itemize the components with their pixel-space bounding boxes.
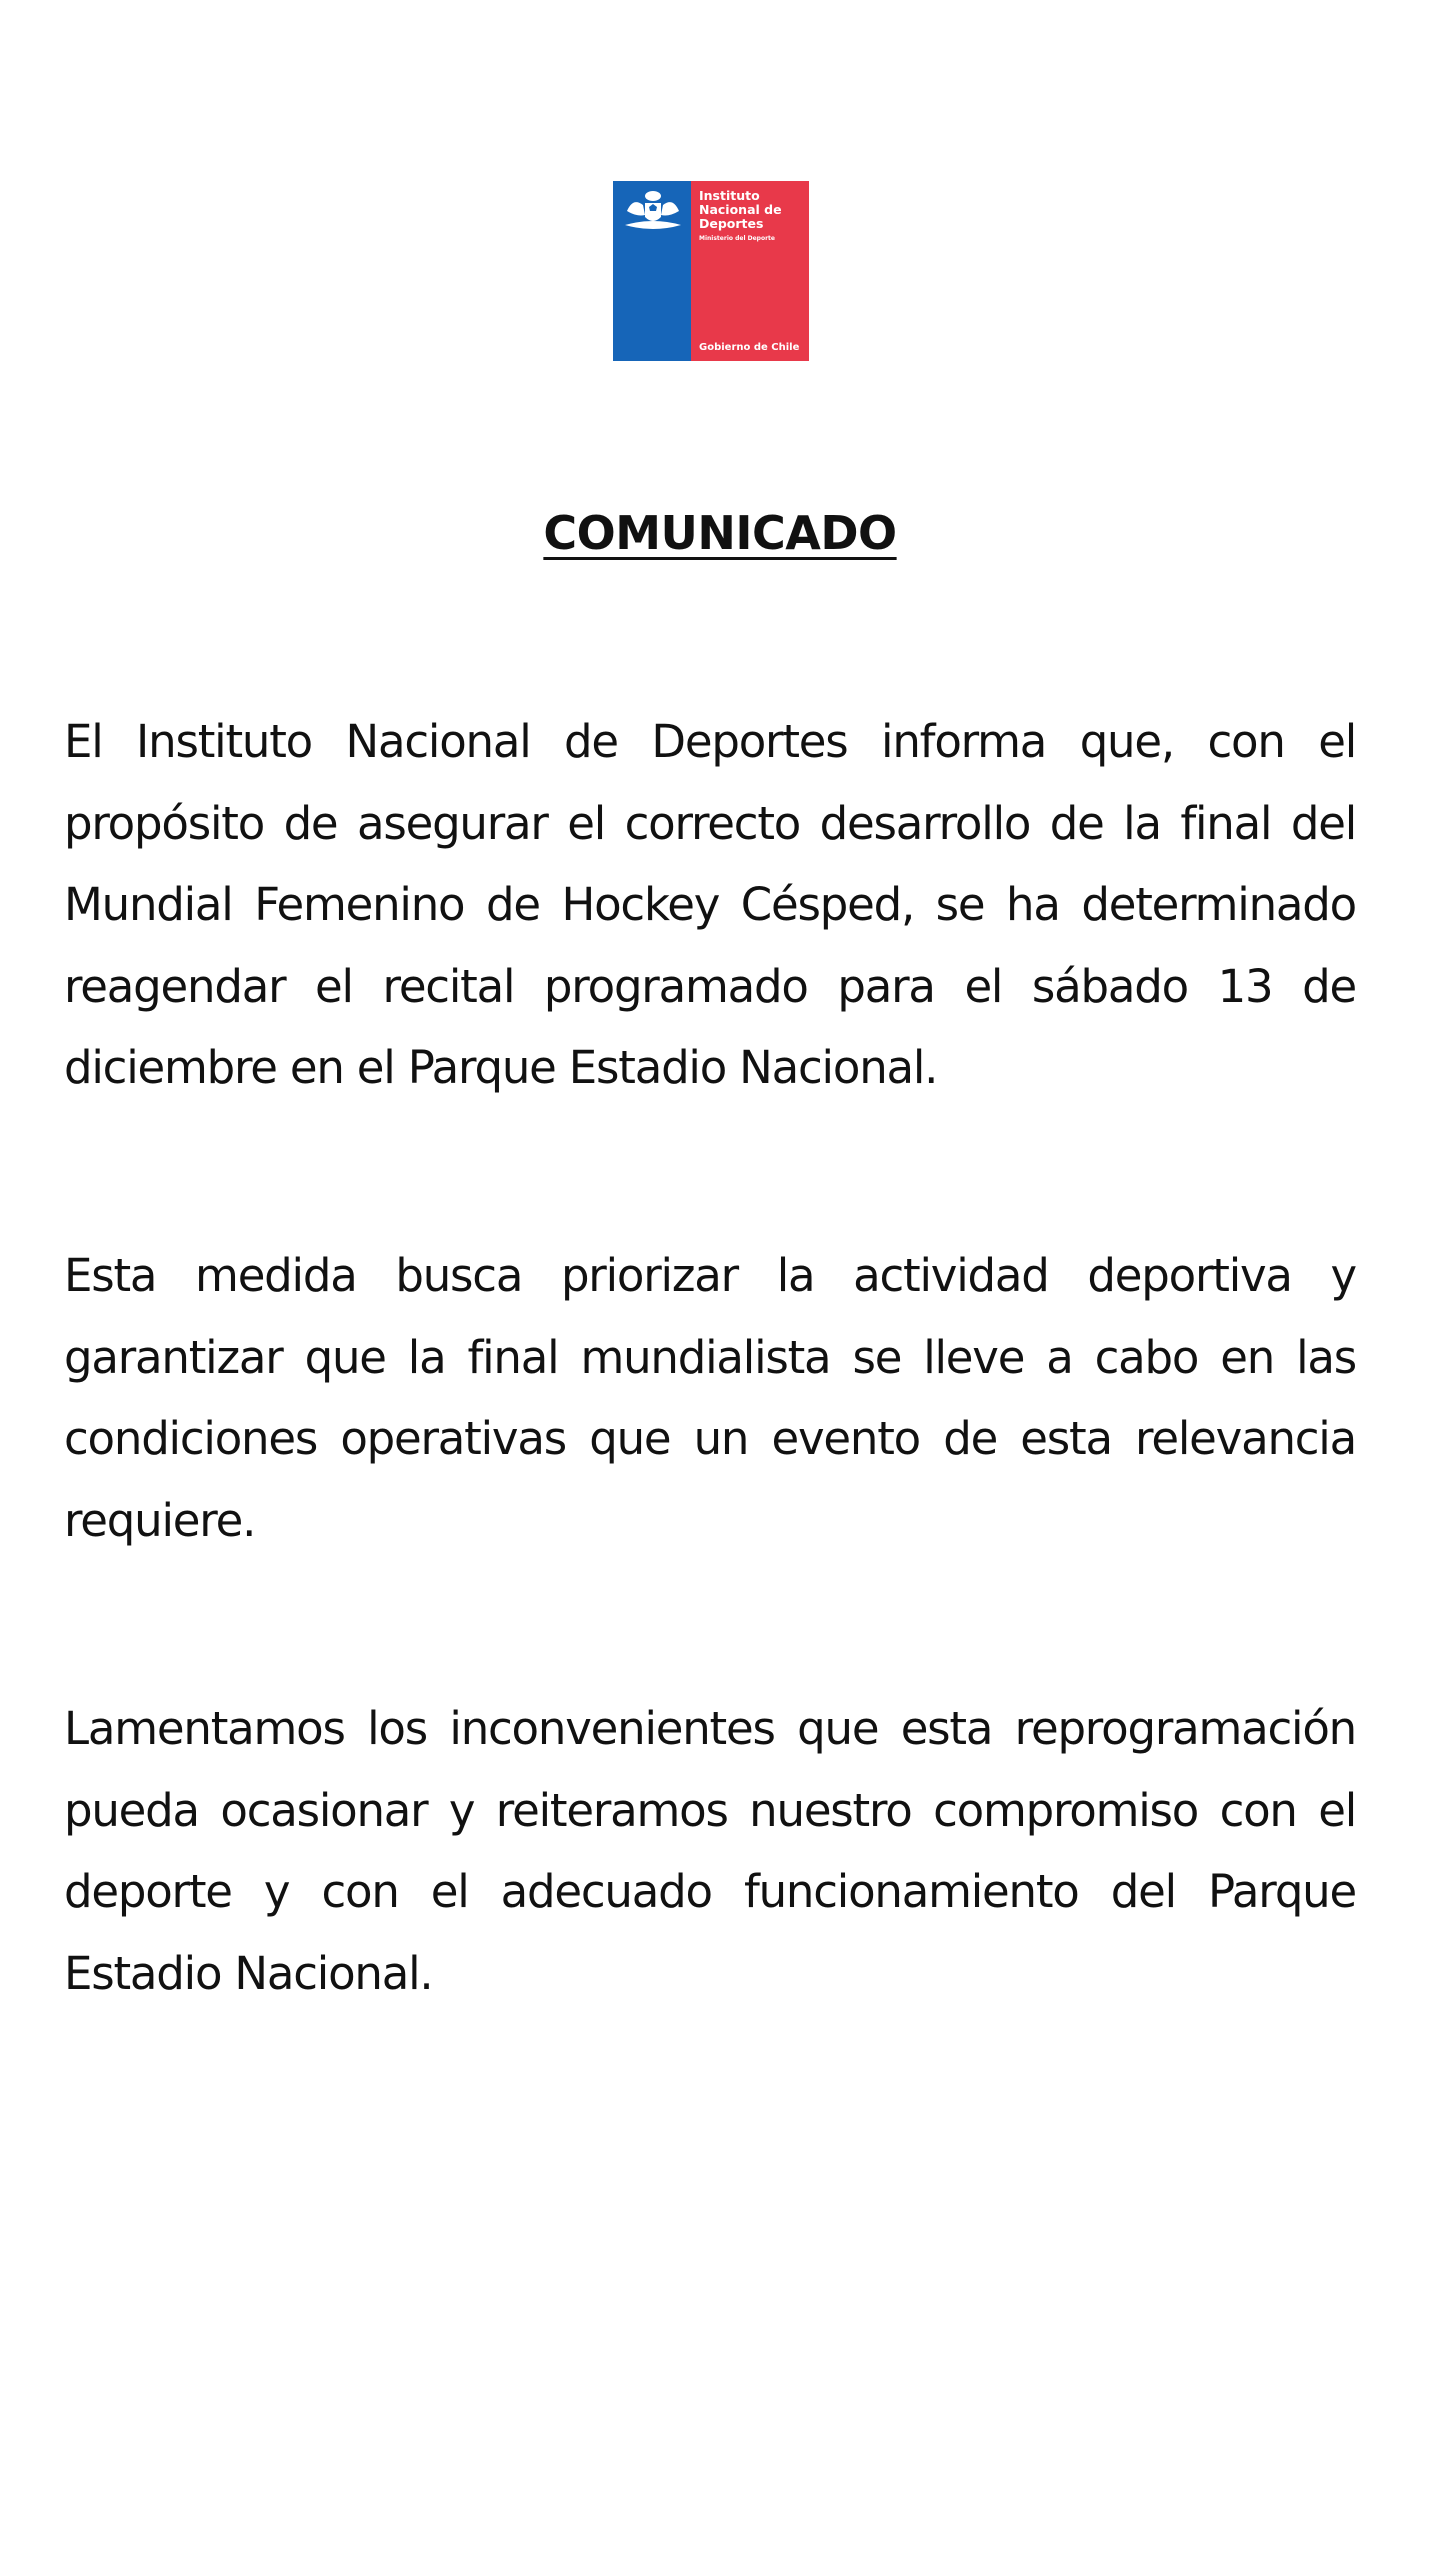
page-title-text: COMUNICADO <box>543 506 897 560</box>
paragraph-3: Lamentamos los inconvenientes que esta reprogramación pueda ocasionar y reiteramos nuestro compromiso con el deporte y con el adecuado funcionamiento del Parque Estadio Nacional. <box>64 1702 1356 2000</box>
logo-red-panel <box>691 181 809 361</box>
ind-logo <box>613 181 809 361</box>
logo-subtitle: Ministerio del Deporte <box>699 235 775 242</box>
logo-government: Gobierno de Chile <box>699 342 800 353</box>
logo-title-line: Nacional de <box>699 202 782 217</box>
logo-blue-panel <box>613 181 691 361</box>
chile-coat-of-arms-icon <box>621 189 685 235</box>
logo-title-line: Instituto <box>699 188 760 203</box>
paragraph-2: Esta medida busca priorizar la actividad deportiva y garantizar que la final mundialista se lleve a cabo en las condiciones operativas que un evento de esta relevancia requiere. <box>64 1249 1356 1547</box>
logo-title-line: Deportes <box>699 216 764 231</box>
page-title <box>0 503 1440 563</box>
paragraph-1: El Instituto Nacional de Deportes informa que, con el propósito de asegurar el correcto desarrollo de la final del Mundial Femenino de Hockey Césped, se ha determinado reagendar el recital programado para el sábado 13 de diciembre en el Parque Estadio Nacional. <box>64 715 1356 1094</box>
logo-title <box>699 189 809 231</box>
